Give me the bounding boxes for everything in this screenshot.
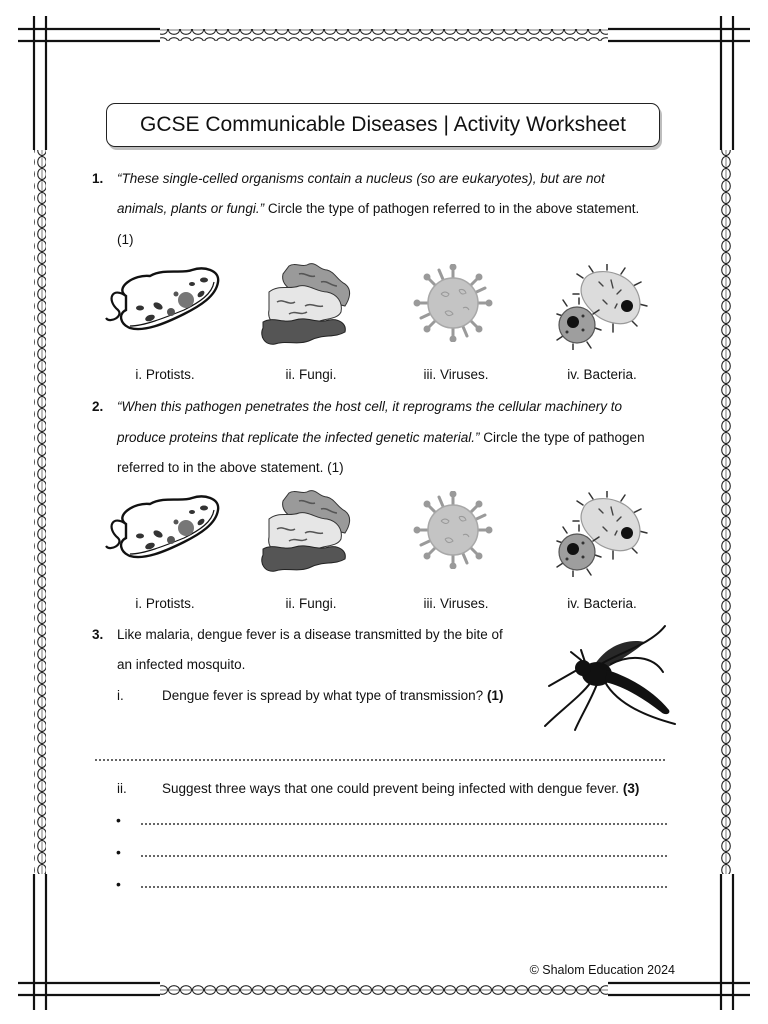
q1-number: 1. — [92, 171, 104, 186]
q3-number: 3. — [92, 627, 104, 642]
q2-line3: referred to in the above statement. (1) — [117, 460, 344, 475]
virus-icon[interactable] — [411, 264, 495, 342]
q1-instruction: Circle the type of pathogen referred to in the above statement. — [264, 201, 640, 216]
q2-option-fungi[interactable]: ii. Fungi. — [285, 596, 337, 611]
q2-quote-line2: produce proteins that replicate the infected genetic material.” — [117, 430, 480, 445]
mosquito-icon — [541, 624, 679, 734]
virus-icon[interactable] — [411, 491, 495, 569]
copyright-footer: © Shalom Education 2024 — [529, 963, 675, 977]
q2-instruction: Circle the type of pathogen — [479, 430, 645, 445]
q1-option-protists[interactable]: i. Protists. — [135, 367, 195, 382]
q2-option-bacteria[interactable]: iv. Bacteria. — [567, 596, 637, 611]
q2-line2 — [117, 430, 645, 446]
q3-i-question — [162, 688, 503, 704]
q3-i-marks: (1) — [486, 688, 504, 703]
answer-line-3ii-3[interactable] — [140, 886, 668, 888]
bullet-1: • — [116, 812, 121, 828]
q3-i-text: Dengue fever is spread by what type of transmission? — [162, 688, 484, 703]
q1-line2 — [117, 201, 639, 217]
q2-quote-line1: “When this pathogen penetrates the host cell, it reprograms the cellular machinery to — [117, 399, 623, 414]
bacteria-icon[interactable] — [553, 491, 649, 577]
bullet-3: • — [116, 876, 121, 892]
q3-line1: Like malaria, dengue fever is a disease transmitted by the bite of — [117, 627, 503, 642]
q1-option-fungi[interactable]: ii. Fungi. — [285, 367, 337, 382]
protist-icon[interactable] — [104, 494, 222, 564]
bullet-2: • — [116, 844, 121, 860]
q3-ii-question — [162, 781, 639, 797]
fungi-icon[interactable] — [259, 262, 355, 348]
answer-line-3ii-1[interactable] — [140, 823, 668, 825]
q1-marks: (1) — [117, 232, 134, 247]
q1-option-bacteria[interactable]: iv. Bacteria. — [567, 367, 637, 382]
bacteria-icon[interactable] — [553, 264, 649, 350]
q3-line2: an infected mosquito. — [117, 657, 246, 672]
q2-number: 2. — [92, 399, 104, 414]
q2-option-protists[interactable]: i. Protists. — [135, 596, 195, 611]
worksheet-title: GCSE Communicable Diseases | Activity Worksheet — [106, 103, 660, 147]
q3-i-number: i. — [117, 688, 124, 703]
answer-line-3i[interactable] — [94, 759, 666, 761]
q3-ii-number: ii. — [117, 781, 127, 796]
q3-ii-marks: (3) — [622, 781, 640, 796]
fungi-icon[interactable] — [259, 489, 355, 575]
q3-ii-text: Suggest three ways that one could prevent being infected with dengue fever. — [162, 781, 620, 796]
q1-quote-line2: animals, plants or fungi.” — [117, 201, 265, 216]
q1-quote-line1: “These single-celled organisms contain a nucleus (so are eukaryotes), but are not — [117, 171, 605, 186]
answer-line-3ii-2[interactable] — [140, 855, 668, 857]
q1-option-viruses[interactable]: iii. Viruses. — [423, 367, 489, 382]
protist-icon[interactable] — [104, 266, 222, 336]
q2-option-viruses[interactable]: iii. Viruses. — [423, 596, 489, 611]
